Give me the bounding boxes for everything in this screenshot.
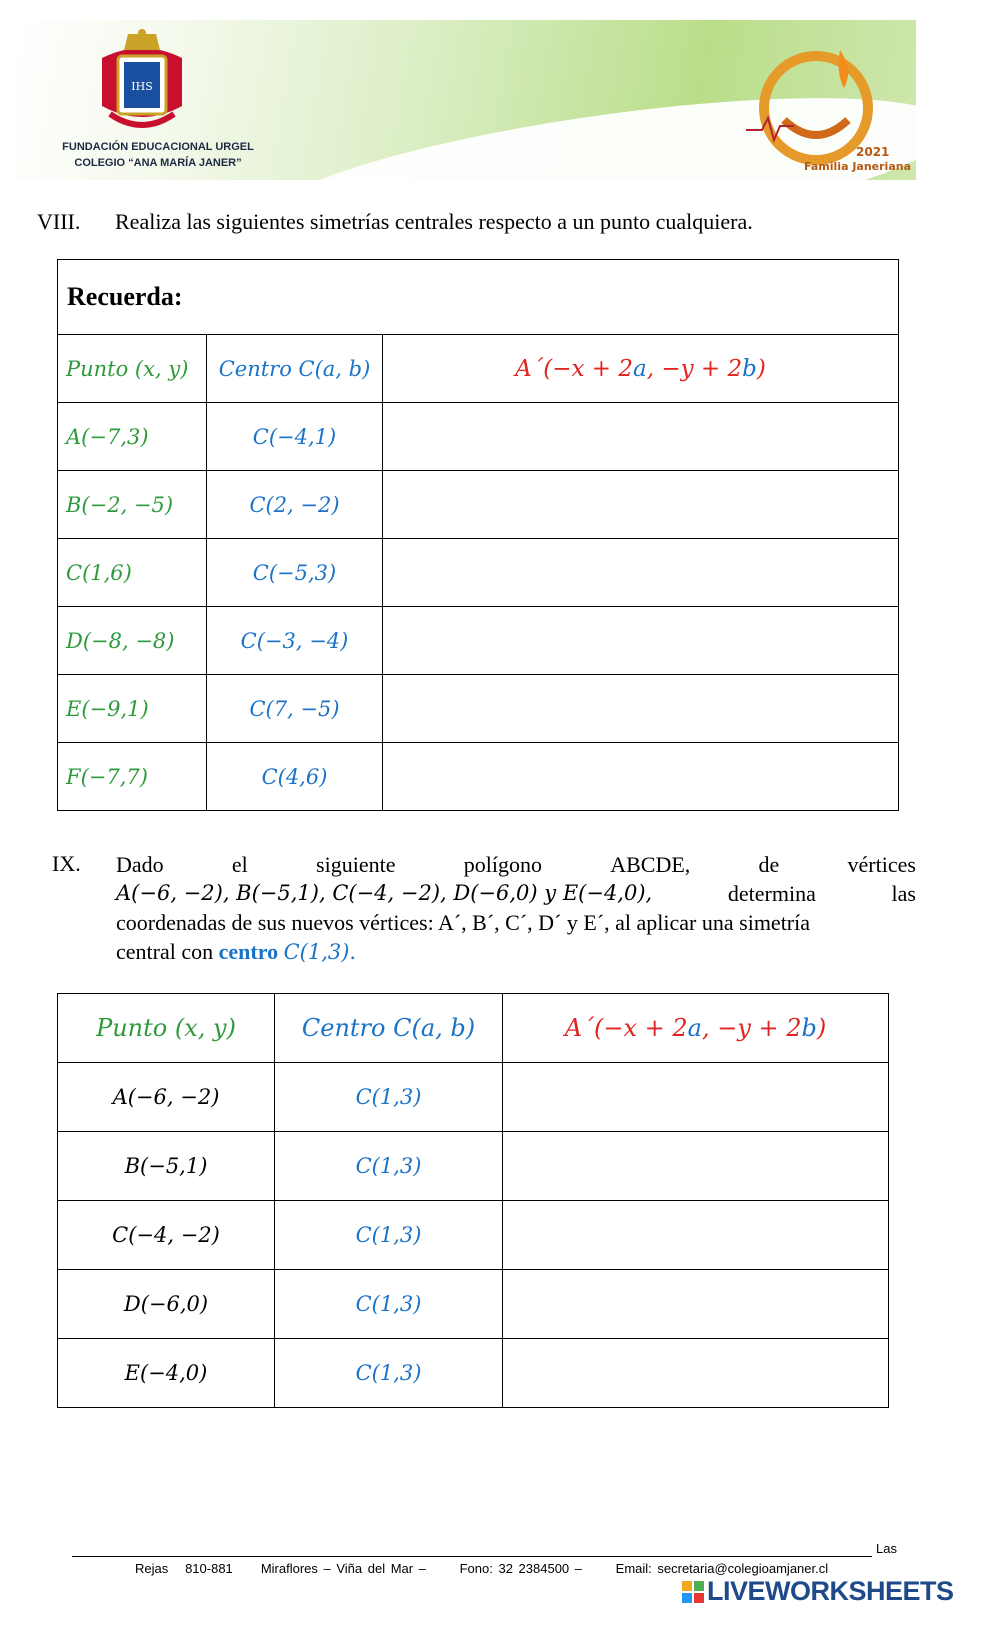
answer-cell[interactable] [503,1270,889,1339]
svg-text:Familia Janeriana: Familia Janeriana [804,160,911,173]
point-cell: A(−7,3) [58,403,207,471]
center-cell: C(7, −5) [207,675,383,743]
point-cell: D(−8, −8) [58,607,207,675]
col-header-formula: A´(−x + 2a, −y + 2b) [503,994,889,1063]
svg-text:2021: 2021 [856,145,890,159]
answer-cell[interactable] [383,607,899,675]
center-cell: C(4,6) [207,743,383,811]
point-cell: F(−7,7) [58,743,207,811]
col-header-center: Centro C(a, b) [275,994,503,1063]
col-header-center: Centro C(a, b) [207,335,383,403]
table-row [58,1339,889,1408]
point-cell: C(1,6) [58,539,207,607]
answer-cell[interactable] [503,1063,889,1132]
center-cell: C(2, −2) [207,471,383,539]
answer-cell[interactable] [503,1201,889,1270]
section-8-title: Realiza las siguientes simetrías centrales respecto a un punto cualquiera. [115,209,753,234]
table-row [58,1270,889,1339]
school-name: FUNDACIÓN EDUCACIONAL URGEL COLEGIO “ANA MARÍA JANER” [62,141,254,169]
table-row [58,1132,889,1201]
point-cell: A(−6, −2) [58,1063,275,1132]
section-9-number: IX. [52,851,81,876]
answer-cell[interactable] [503,1339,889,1408]
table-row [58,1063,889,1132]
liveworksheets-brand: LIVEWORKSHEETS [707,1576,954,1606]
center-cell: C(−5,3) [207,539,383,607]
table-row [58,471,899,539]
section-9-paragraph [116,850,916,967]
center-cell: C(1,3) [275,1132,503,1201]
footer-las: Las [876,1541,897,1556]
answer-cell[interactable] [383,743,899,811]
table-row [58,403,899,471]
table-row [58,743,899,811]
col-header-formula: A´(−x + 2a, −y + 2b) [383,335,899,403]
liveworksheets-grid-icon [682,1581,704,1603]
point-cell: B(−2, −5) [58,471,207,539]
para-line-4: central con centro C(1,3). [116,939,357,964]
table-row [58,539,899,607]
col-header-point: Punto (x, y) [58,335,207,403]
remember-label: Recuerda: [58,260,899,335]
center-cell: C(1,3) [275,1201,503,1270]
table-row [58,607,899,675]
para-line-2: A(−6, −2), B(−5,1), C(−4, −2), D(−6,0) y E(−4,0), determina las [116,881,916,906]
answer-cell[interactable] [383,539,899,607]
para-line-3: coordenadas de sus nuevos vértices: A´, B´, C´, D´ y E´, al aplicar una simetría [116,910,811,935]
center-cell: C(−3, −4) [207,607,383,675]
anniversary-emblem-icon [744,30,911,180]
school-crest-icon [100,28,184,148]
center-cell: C(1,3) [275,1063,503,1132]
table-row [58,1201,889,1270]
answer-cell[interactable] [503,1132,889,1201]
answer-cell[interactable] [383,403,899,471]
footer-address: Rejas 810-881 Miraflores – Viña del Mar – Fono: 32 2384500 – Email: secretaria@colegioamjaner.cl [135,1561,829,1576]
point-cell: B(−5,1) [58,1132,275,1201]
symmetry-table [57,993,889,1408]
para-line-1: Dado el siguiente polígono ABCDE, de vértices [116,852,916,877]
center-cell: C(−4,1) [207,403,383,471]
point-cell: E(−4,0) [58,1339,275,1408]
point-cell: E(−9,1) [58,675,207,743]
section-8-number: VIII. [37,209,81,234]
svg-text:IHS: IHS [131,80,153,93]
answer-cell[interactable] [383,675,899,743]
center-cell: C(1,3) [275,1339,503,1408]
table-row [58,675,899,743]
liveworksheets-logo[interactable] [682,1576,954,1607]
point-cell: D(−6,0) [58,1270,275,1339]
col-header-point: Punto (x, y) [58,994,275,1063]
answer-cell[interactable] [383,471,899,539]
remember-table [57,259,899,811]
footer-divider [72,1556,872,1557]
point-cell: C(−4, −2) [58,1201,275,1270]
center-cell: C(1,3) [275,1270,503,1339]
